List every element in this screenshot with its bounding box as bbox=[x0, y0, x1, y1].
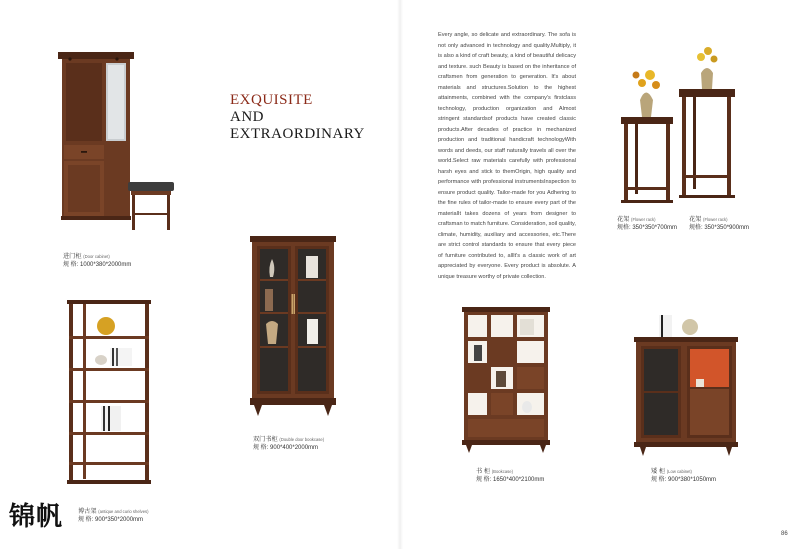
headline bbox=[230, 92, 390, 143]
caption-flower-rack-2: 花架 (Flower rack) 规格: 350*350*900mm bbox=[689, 216, 750, 231]
low-cabinet-image bbox=[632, 313, 740, 461]
headline-line-2: AND bbox=[230, 109, 264, 125]
door-cabinet-image bbox=[55, 50, 180, 235]
double-door-bookcase-image bbox=[248, 234, 338, 419]
flower-arrangement-left-icon bbox=[633, 70, 661, 117]
body-paragraph: Every angle, so delicate and extraordinary. The sofa is not only advanced in technology and quality.Multiply, it is also a kind of craft beauty, a kind of beautiful delicacy and texture. such Beauty is based on the inheritance of craftsmen from generation to generation. It's about materials and structures.Solution to the highest attainments, combined with the company's firstclass technology, production organization and Almost stringent standardsof products have created classic products.After decades of practice in mechanized production and traditional handicraft technologyWith words and deeds, our staff naturally travels all over the world.Select raw materials carefully with professional harsh eyes and stick to themOrigin, high quality and performance with professional instrumentsInspection to ensure product quality. Tailor-made for you Adhering to the fine rules of tailor-made to ensure every part of the materialIt takes dozens of years from designer to craftsman to match furniture. Consideration, soil quality, climate, humidity, auxiliary and accessories, etc.There are strict control standards to ensure that every piece of furniture contributed to, allIt's a classic work of art appreciated by everyone. Every product is absolute. A unique treasure worthy of private collection. bbox=[438, 32, 576, 280]
bookcase-image bbox=[460, 305, 552, 455]
flower-arrangement-right-icon bbox=[697, 47, 718, 89]
headline-line-3: EXTRAORDINARY bbox=[230, 126, 365, 142]
caption-double-door-bookcase: 双门书柜 (Double door bookcase) 规 格: 900*400*2000mm bbox=[253, 436, 325, 451]
headline-line-1: EXQUISITE bbox=[230, 92, 313, 108]
caption-flower-rack-1: 花架 (Flower rack) 规格: 350*350*700mm bbox=[617, 216, 678, 231]
antique-shelves-image bbox=[63, 298, 155, 486]
caption-door-cabinet: 进门柜 (Door cabinet) 规 格: 1000*380*2000mm bbox=[63, 253, 132, 268]
page-number: 86 bbox=[781, 531, 788, 537]
brand-logo: 锦帆 bbox=[9, 502, 64, 532]
caption-bookcase: 书 柜 (Bookcase) 规 格: 1650*400*2100mm bbox=[476, 468, 545, 483]
page-gutter bbox=[397, 0, 403, 549]
caption-antique-shelves: 博古架 (antique and curio shelves) 规 格: 900*350*2000mm bbox=[78, 508, 149, 523]
caption-low-cabinet: 矮 柜 (Low cabinet) 规 格: 900*380*1050mm bbox=[651, 468, 717, 483]
flower-racks-image bbox=[617, 45, 742, 210]
